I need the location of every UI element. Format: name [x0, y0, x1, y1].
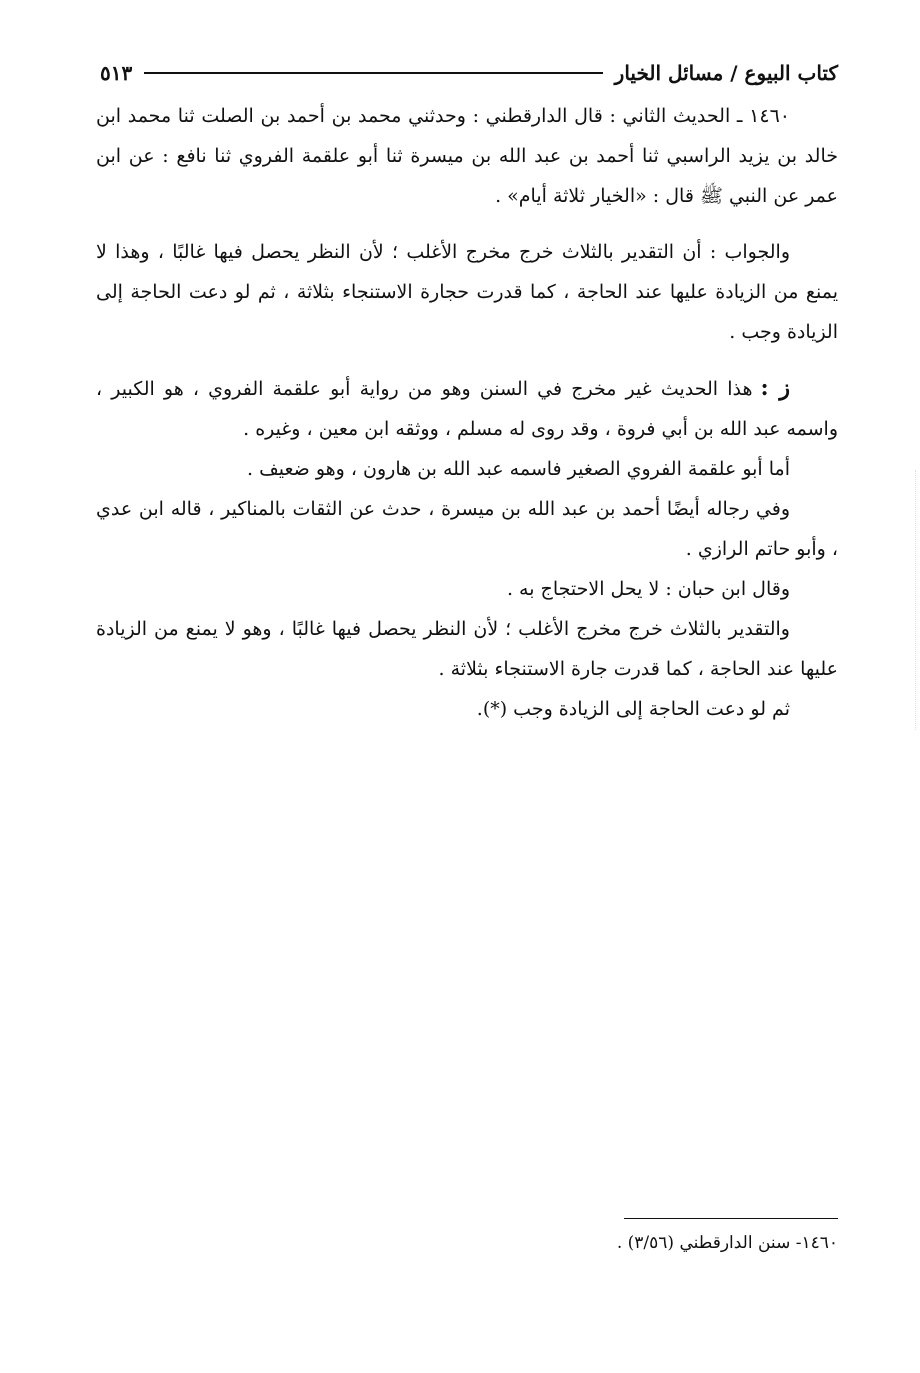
header-title: كتاب البيوع / مسائل الخيار [614, 61, 838, 85]
taqdir-paragraph: والتقدير بالثلاث خرج مخرج الأغلب ؛ لأن النظر يحصل فيها غالبًا ، وهو لا يمنع من الزيادة عليها عند الحاجة ، كما قدرت جارة الاستنجاء بثلاثة . [96, 618, 838, 680]
footnote-rule [624, 1218, 838, 1219]
page-number: ٥١٣ [100, 61, 133, 85]
note-marker: ز : [760, 375, 790, 401]
narrator-paragraph: أما أبو علقمة الفروي الصغير فاسمه عبد الله بن هارون ، وهو ضعيف . [247, 458, 790, 480]
running-header [100, 56, 838, 90]
hadith-paragraph: ١٤٦٠ ـ الحديث الثاني : قال الدارقطني : وحدثني محمد بن أحمد بن الصلت ثنا محمد ابن خالد بن يزيد الراسبي ثنا أحمد بن عبد الله بن ميسرة ثنا أبو علقمة الفروي ثنا نافع : عن ابن عمر عن النبي ﷺ قال : «الخيار ثلاثة أيام» . [96, 105, 838, 207]
ibn-hibban-paragraph: وقال ابن حبان : لا يحل الاحتجاج به . [506, 578, 790, 600]
footnote: ١٤٦٠- سنن الدارقطني (٣/٥٦) . [616, 1233, 838, 1253]
header-rule [144, 72, 602, 74]
note-text: هذا الحديث غير مخرج في السنن وهو من رواية أبو علقمة الفروي ، هو الكبير ، واسمه عبد الله بن أبي فروة ، وقد روى له مسلم ، ووثقه ابن معين ، وغيره . [96, 378, 838, 440]
main-text [96, 96, 838, 729]
narrator-paragraph-2: وفي رجاله أيضًا أحمد بن عبد الله بن ميسرة ، حدث عن الثقات بالمناكير ، قاله ابن عدي ، وأبو حاتم الرازي . [96, 498, 838, 560]
closing-paragraph: ثم لو دعت الحاجة إلى الزيادة وجب (*). [476, 698, 790, 720]
note-paragraph [96, 368, 838, 449]
answer-paragraph: والجواب : أن التقدير بالثلاث خرج مخرج الأغلب ؛ لأن النظر يحصل فيها غالبًا ، وهذا لا يمنع من الزيادة عليها عند الحاجة ، كما قدرت حجارة الاستنجاء بثلاثة ، ثم لو دعت الحاجة إلى الزيادة وجب . [96, 241, 838, 343]
scan-edge-marks [907, 470, 916, 730]
